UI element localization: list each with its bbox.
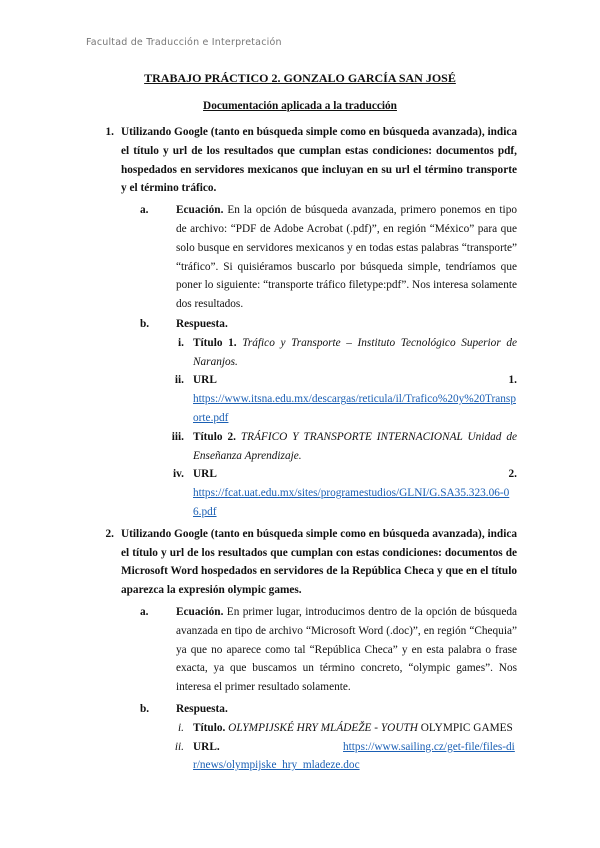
q1-equation-label: Ecuación. (176, 204, 224, 217)
q2-answer-label: Respuesta. (176, 702, 228, 715)
q2-a (140, 603, 517, 697)
q2-question: Utilizando Google (tanto en búsqueda simple como en búsqueda avanzada), indica el título y url de los resultados que cumplan con estas condiciones: documentos de Microsoft Word hospedados en servidores de la República Checa y que en el título aparezca la expresión olympic games. (121, 527, 517, 597)
q1-url-1-row (160, 371, 517, 427)
q1-url-2-row (160, 465, 517, 521)
q2 (100, 525, 517, 600)
page-header: Facultad de Traducción e Interpretación (86, 37, 282, 48)
q1-question: Utilizando Google (tanto en búsqueda simple como en búsqueda avanzada), indica el título y url de los resultados que cumplan estas condiciones: documentos pdf, hospedados en servidores mexicanos que incluyan en su url el término transporte y el término tráfico. (121, 126, 517, 195)
title-label: Título 1. (193, 336, 237, 349)
q2-title (193, 719, 517, 738)
q1-equation-text: En la opción de búsqueda avanzada, primero ponemos en tipo de archivo: “PDF de Adobe Acrobat (.pdf)”, en región “México” para que solo busque en servidores mexicanos y en todas estas palabras “transporte” “tráfico”. Si quisiéramos buscarlo por búsqueda simple, tendríamos que poner lo siguiente: “transporte tráfico filetype:pdf”. Nos interesa solamente dos resultados. (176, 204, 517, 311)
url-label: URL (193, 468, 217, 481)
q1-b-letter: b. (140, 317, 150, 330)
url-number: 1. (508, 374, 517, 387)
q1-item-num: ii. (174, 374, 184, 387)
q2-title-row (160, 719, 517, 738)
q2-equation (176, 603, 517, 697)
q1 (100, 123, 517, 198)
document-subtitle: Documentación aplicada a la traducción (203, 100, 397, 112)
q1-number: 1. (105, 126, 114, 138)
title-text: TRÁFICO Y TRANSPORTE INTERNACIONAL Unidad de Enseñanza Aprendizaje. (193, 430, 517, 462)
q2-equation-text: En primer lugar, introducimos dentro de la opción de búsqueda avanzada en tipo de archivo “Microsoft Word (.doc)”, en región “Chequia” ya que no aparece como tal “República Checa” y en esta palabra o frase exacta, ya que buscamos un término concreto, “olympic games”. Nos interesa el primer resultado solamente. (176, 605, 518, 694)
q1-b (140, 315, 517, 334)
q2-b-letter: b. (140, 702, 150, 715)
q2-item-num: i. (178, 721, 184, 734)
title-label: Título 2. (193, 430, 236, 443)
title-label: Título. (193, 721, 226, 734)
url-label: URL (193, 374, 217, 387)
q1-answer-label: Respuesta. (176, 317, 228, 330)
title-italic: OLYMPIJSKÉ HRY MLÁDEŽE - YOUTH (228, 721, 418, 734)
q1-item-num: iv. (173, 468, 184, 481)
q1-equation (176, 201, 517, 314)
q2-url-row (160, 738, 517, 776)
title-plain: OLYMPIC GAMES (420, 721, 513, 734)
title-text: Tráfico y Transporte – Instituto Tecnológico Superior de Naranjos. (193, 336, 517, 368)
q2-equation-label: Ecuación. (176, 605, 224, 618)
q2-url (193, 738, 517, 776)
q2-item-num: ii. (174, 740, 184, 753)
q2-number: 2. (105, 527, 114, 540)
q1-item-num: i. (178, 336, 184, 349)
q1-title-1-row (160, 334, 517, 372)
url-link-2[interactable]: https://fcat.uat.edu.mx/sites/programestudios/GLNI/G.SA35.323.06-06.pdf (193, 487, 510, 518)
q2-b (140, 700, 517, 719)
q1-url-2 (193, 465, 517, 521)
q1-title-2 (193, 428, 517, 466)
document-title: TRABAJO PRÁCTICO 2. GONZALO GARCÍA SAN JOSÉ (144, 71, 456, 85)
q2-a-letter: a. (140, 605, 149, 618)
url-link-1[interactable]: https://www.itsna.edu.mx/descargas/reticula/il/Trafico%20y%20Transporte.pdf (193, 393, 516, 424)
q1-title-2-row (160, 428, 517, 466)
q1-item-num: iii. (171, 430, 184, 443)
url-label: URL. (193, 740, 220, 753)
q1-a-letter: a. (140, 204, 149, 217)
q1-a (140, 201, 517, 314)
url-number: 2. (508, 468, 517, 481)
url-link-3[interactable]: https://www.sailing.cz/get-file/files-dir/news/olympijske_hry_mladeze.doc (193, 740, 515, 772)
q1-title-1 (193, 334, 517, 372)
q1-url-1 (193, 371, 517, 427)
